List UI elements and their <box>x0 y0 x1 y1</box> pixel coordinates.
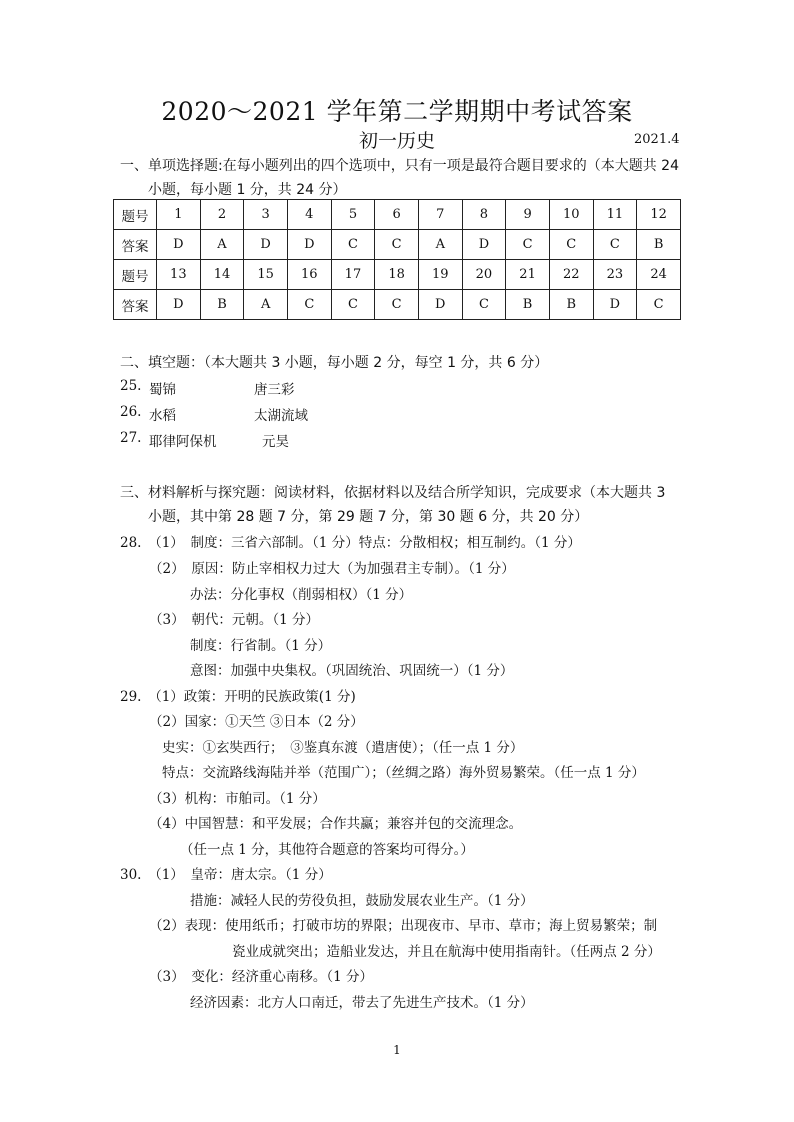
row-label: 题号 <box>114 200 157 230</box>
fill-item-number: 26. <box>120 404 142 420</box>
table-cell: 8 <box>462 200 506 230</box>
answer-line: 措施：减轻人民的劳役负担，鼓励发展农业生产。（1 分） <box>190 893 534 909</box>
table-cell: 12 <box>637 200 681 230</box>
answer-line: （任一点 1 分，其他符合题意的答案均可得分。） <box>180 842 474 858</box>
table-cell: D <box>287 230 331 260</box>
table-cell: C <box>593 230 637 260</box>
row-label: 答案 <box>114 290 157 320</box>
table-cell: C <box>331 230 375 260</box>
table-cell: 21 <box>506 260 550 290</box>
table-cell: 7 <box>418 200 462 230</box>
table-cell: B <box>637 230 681 260</box>
answer-line: （4）中国智慧：和平发展；合作共赢；兼容并包的交流理念。 <box>149 816 523 832</box>
table-cell: B <box>549 290 593 320</box>
answer-line: 29. （1）政策：开明的民族政策(1 分) <box>120 689 356 705</box>
table-cell: 13 <box>157 260 201 290</box>
answer-line: 瓷业成就突出；造船业发达，并且在航海中使用指南针。（任两点 2 分） <box>232 944 661 960</box>
answer-line: 28. （1） 制度：三省六部制。（1 分）特点：分散相权；相互制约。（1 分） <box>120 535 581 551</box>
table-cell: 1 <box>157 200 201 230</box>
table-cell: C <box>375 230 419 260</box>
table-row-numbers-1 <box>114 200 681 230</box>
subject-subtitle: 初一历史 <box>358 130 435 152</box>
table-cell: D <box>157 230 201 260</box>
answer-line: （3） 朝代：元朝。（1 分） <box>149 612 319 628</box>
fill-item-answer-b: 太湖流域 <box>254 408 308 424</box>
table-cell: A <box>200 230 244 260</box>
section1-heading-line1: 一、单项选择题:在每小题列出的四个选项中，只有一项是最符合题目要求的（本大题共 24 <box>120 158 679 174</box>
fill-item-answer-a: 水稻 <box>149 408 176 424</box>
table-cell: C <box>375 290 419 320</box>
table-row-numbers-2 <box>114 260 681 290</box>
table-cell: B <box>506 290 550 320</box>
table-cell: A <box>418 230 462 260</box>
table-cell: 17 <box>331 260 375 290</box>
table-cell: A <box>244 290 288 320</box>
answer-line: 特点：交流路线海陆并举（范围广）；（丝绸之路）海外贸易繁荣。（任一点 1 分） <box>162 765 645 781</box>
table-cell: 4 <box>287 200 331 230</box>
table-cell: C <box>287 290 331 320</box>
row-label: 题号 <box>114 260 157 290</box>
answer-line: （2） 原因：防止宰相权力过大（为加强君主专制）。（1 分） <box>149 561 515 577</box>
row-label: 答案 <box>114 230 157 260</box>
table-cell: C <box>462 290 506 320</box>
table-cell: 6 <box>375 200 419 230</box>
table-cell: 22 <box>549 260 593 290</box>
table-cell: 19 <box>418 260 462 290</box>
answer-line: （3）机构：市舶司。（1 分） <box>149 791 326 807</box>
table-cell: 18 <box>375 260 419 290</box>
answer-table <box>113 199 681 320</box>
answer-line: （3） 变化：经济重心南移。（1 分） <box>149 969 373 985</box>
table-cell: 20 <box>462 260 506 290</box>
page-number: 1 <box>393 1043 401 1057</box>
fill-item-answer-b: 唐三彩 <box>254 382 295 398</box>
answer-line: 30. （1） 皇帝：唐太宗。（1 分） <box>120 867 332 883</box>
table-cell: C <box>331 290 375 320</box>
table-cell: 2 <box>200 200 244 230</box>
fill-item-answer-a: 耶律阿保机 <box>149 434 217 450</box>
answer-line: （2）国家：①天竺 ③日本（2 分） <box>149 714 364 730</box>
answer-line: 经济因素：北方人口南迁，带去了先进生产技术。（1 分） <box>190 995 534 1011</box>
table-cell: D <box>157 290 201 320</box>
table-cell: 14 <box>200 260 244 290</box>
answer-line: （2）表现：使用纸币；打破市坊的界限；出现夜市、早市、草市；海上贸易繁荣；制 <box>149 918 658 934</box>
section3-heading-line2: 小题，其中第 28 题 7 分，第 29 题 7 分，第 30 题 6 分，共 20 分） <box>148 509 589 525</box>
table-cell: 11 <box>593 200 637 230</box>
table-cell: D <box>418 290 462 320</box>
table-cell: 9 <box>506 200 550 230</box>
table-cell: 5 <box>331 200 375 230</box>
fill-item-number: 27. <box>120 430 142 446</box>
fill-item-answer-b: 元昊 <box>262 434 289 450</box>
fill-item-number: 25. <box>120 378 142 394</box>
table-cell: D <box>593 290 637 320</box>
table-cell: 16 <box>287 260 331 290</box>
section1-heading-line2: 小题，每小题 1 分，共 24 分） <box>148 182 347 198</box>
answer-line: 史实：①玄奘西行； ③鉴真东渡（遣唐使）；（任一点 1 分） <box>162 740 524 756</box>
table-cell: C <box>637 290 681 320</box>
answer-line: 制度：行省制。（1 分） <box>190 638 332 654</box>
table-cell: 15 <box>244 260 288 290</box>
table-cell: D <box>244 230 288 260</box>
section2-heading: 二、填空题：（本大题共 3 小题，每小题 2 分，每空 1 分，共 6 分） <box>120 355 549 371</box>
table-row-answers-2 <box>114 290 681 320</box>
section3-heading-line1: 三、材料解析与探究题：阅读材料，依据材料以及结合所学知识，完成要求（本大题共 3 <box>120 485 666 501</box>
fill-item-answer-a: 蜀锦 <box>149 382 176 398</box>
exam-date: 2021.4 <box>634 132 680 147</box>
table-cell: C <box>506 230 550 260</box>
table-cell: C <box>549 230 593 260</box>
table-cell: D <box>462 230 506 260</box>
page-title: 2020～2021 学年第二学期期中考试答案 <box>161 97 633 126</box>
table-cell: 24 <box>637 260 681 290</box>
table-cell: 3 <box>244 200 288 230</box>
table-cell: B <box>200 290 244 320</box>
table-cell: 10 <box>549 200 593 230</box>
answer-line: 意图：加强中央集权。（巩固统治、巩固统一）（1 分） <box>190 663 514 679</box>
table-cell: 23 <box>593 260 637 290</box>
answer-line: 办法：分化事权（削弱相权）（1 分） <box>190 587 413 603</box>
table-row-answers-1 <box>114 230 681 260</box>
